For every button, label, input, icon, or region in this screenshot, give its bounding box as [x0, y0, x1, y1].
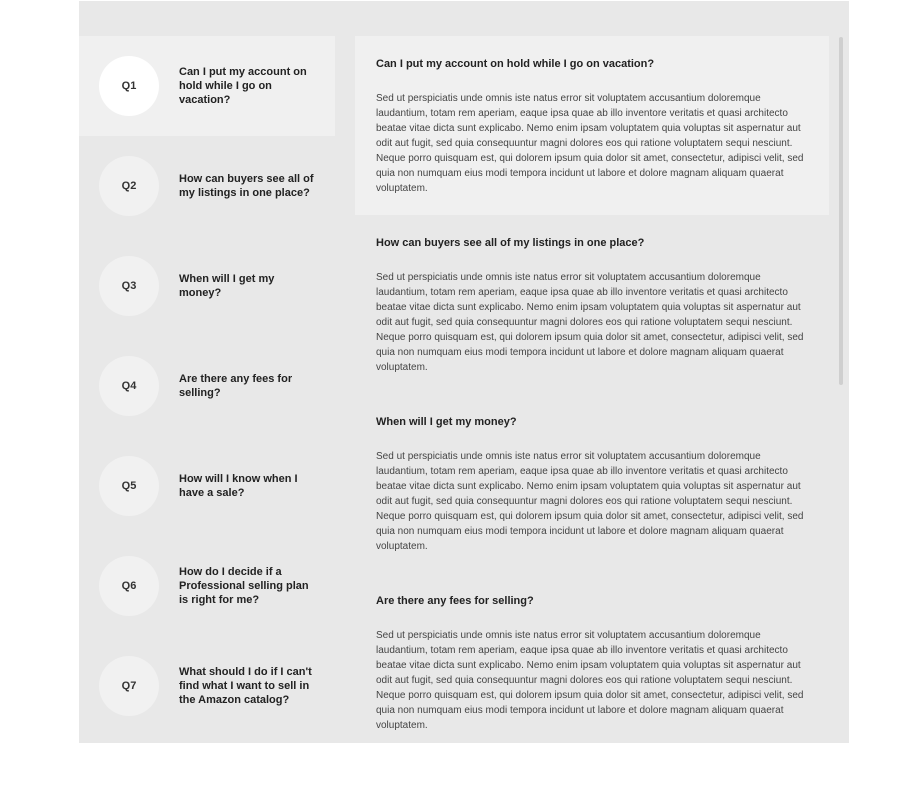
- answer-text: Sed ut perspiciatis unde omnis iste natus error sit voluptatem accusantium doloremque laudantium, totam rem aperiam, eaque ipsa quae ab illo inventore veritatis et quasi architecto beatae vitae dicta sunt explicabo. Nemo enim ipsam voluptatem quia voluptas sit aspernatur aut odit aut fugit, sed quia consequuntur magni dolores eos qui ratione voluptatem sequi nesciunt. Neque porro quisquam est, qui dolorem ipsum quia dolor sit amet, consectetur, adipisci velit, sed quia non numquam eius modi tempora incidunt ut labore et dolore magnam aliquam quaerat voluptatem.: [376, 93, 804, 194]
- question-number-badge: Q4: [99, 356, 159, 416]
- faq-widget: [79, 1, 849, 743]
- faq-question-list: [79, 36, 335, 743]
- faq-nav-item-q2[interactable]: [79, 136, 335, 236]
- answer-text: Sed ut perspiciatis unde omnis iste natus error sit voluptatem accusantium doloremque laudantium, totam rem aperiam, eaque ipsa quae ab illo inventore veritatis et quasi architecto beatae vitae dicta sunt explicabo. Nemo enim ipsam voluptatem quia voluptas sit aspernatur aut odit aut fugit, sed quia consequuntur magni dolores eos qui ratione voluptatem sequi nesciunt. Neque porro quisquam est, qui dolorem ipsum quia dolor sit amet, consectetur, adipisci velit, sed quia non numquam eius modi tempora incidunt ut labore et dolore magnam aliquam quaerat voluptatem.: [376, 451, 804, 552]
- question-number-badge: Q6: [99, 556, 159, 616]
- answer-title: Are there any fees for selling?: [376, 595, 534, 607]
- scrollbar-thumb[interactable]: [839, 37, 843, 385]
- faq-nav-item-q6[interactable]: [79, 536, 335, 636]
- question-number-badge: Q2: [99, 156, 159, 216]
- answer-text: Sed ut perspiciatis unde omnis iste natus error sit voluptatem accusantium doloremque laudantium, totam rem aperiam, eaque ipsa quae ab illo inventore veritatis et quasi architecto beatae vitae dicta sunt explicabo. Nemo enim ipsam voluptatem quia voluptas sit aspernatur aut odit aut fugit, sed quia consequuntur magni dolores eos qui ratione voluptatem sequi nesciunt. Neque porro quisquam est, qui dolorem ipsum quia dolor sit amet, consectetur, adipisci velit, sed quia non numquam eius modi tempora incidunt ut labore et dolore magnam aliquam quaerat voluptatem.: [376, 272, 804, 373]
- nav-question-text: How will I know when I have a sale?: [179, 473, 298, 499]
- answer-title: When will I get my money?: [376, 416, 517, 428]
- faq-nav-item-q3[interactable]: [79, 236, 335, 336]
- nav-question-text: When will I get my money?: [179, 273, 275, 299]
- question-number-badge: Q5: [99, 456, 159, 516]
- faq-nav-item-q7[interactable]: [79, 636, 335, 736]
- faq-answer-q1: [355, 36, 829, 215]
- question-number-badge: Q1: [99, 56, 159, 116]
- faq-nav-item-q1[interactable]: [79, 36, 335, 136]
- faq-answer-q3: [355, 394, 829, 573]
- question-number-badge: Q7: [99, 656, 159, 716]
- answer-title: How can buyers see all of my listings in one place?: [376, 237, 645, 249]
- faq-answer-q2: [355, 215, 829, 394]
- nav-question-text: Are there any fees for selling?: [179, 373, 293, 399]
- faq-answer-pane[interactable]: [355, 36, 829, 743]
- faq-answer-q4: [355, 573, 829, 743]
- nav-question-text: How can buyers see all of my listings in one place?: [179, 173, 314, 199]
- question-number-badge: Q3: [99, 256, 159, 316]
- nav-question-text: How do I decide if a Professional selling plan is right for me?: [179, 566, 309, 606]
- answer-title: Can I put my account on hold while I go on vacation?: [376, 58, 655, 70]
- answer-text: Sed ut perspiciatis unde omnis iste natus error sit voluptatem accusantium doloremque laudantium, totam rem aperiam, eaque ipsa quae ab illo inventore veritatis et quasi architecto beatae vitae dicta sunt explicabo. Nemo enim ipsam voluptatem quia voluptas sit aspernatur aut odit aut fugit, sed quia consequuntur magni dolores eos qui ratione voluptatem sequi nesciunt. Neque porro quisquam est, qui dolorem ipsum quia dolor sit amet, consectetur, adipisci velit, sed quia non numquam eius modi tempora incidunt ut labore et dolore magnam aliquam quaerat voluptatem.: [376, 630, 804, 731]
- faq-nav-item-q4[interactable]: [79, 336, 335, 436]
- nav-question-text: Can I put my account on hold while I go on vacation?: [179, 66, 307, 106]
- nav-question-text: What should I do if I can't find what I want to sell in the Amazon catalog?: [179, 666, 312, 706]
- faq-nav-item-q5[interactable]: [79, 436, 335, 536]
